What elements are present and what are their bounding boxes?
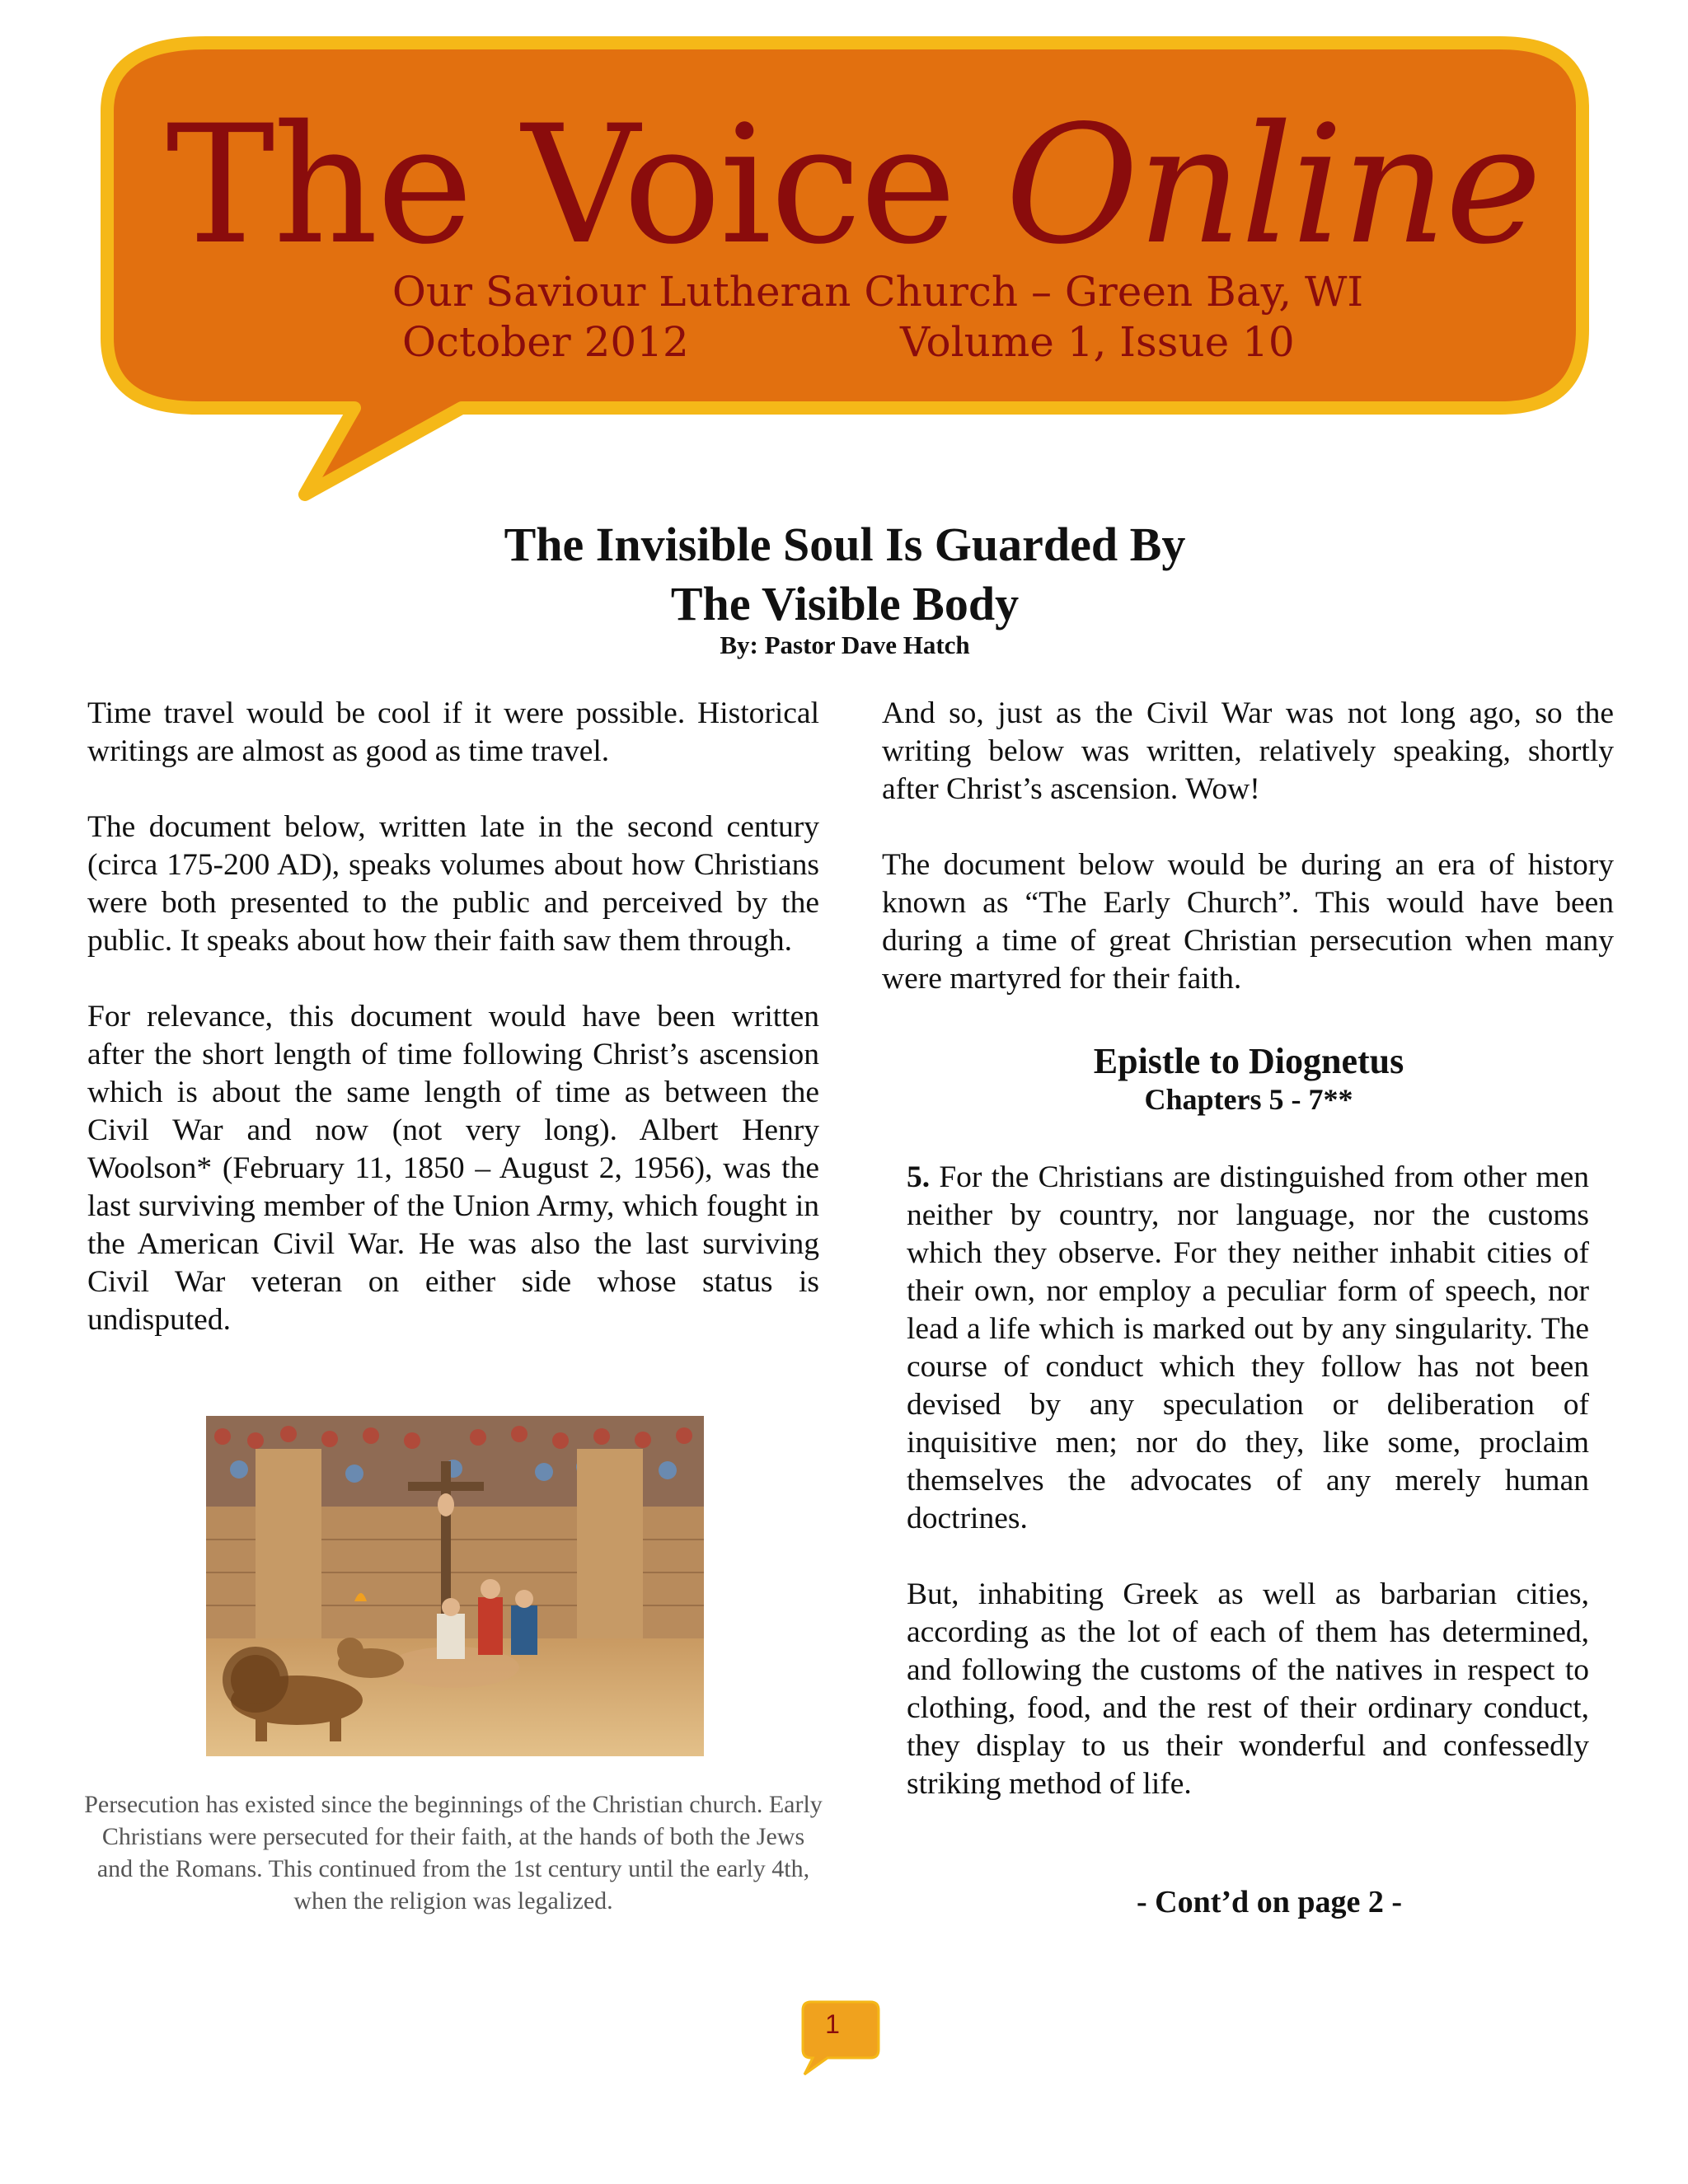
epistle-paragraph-1 <box>907 1159 1589 1538</box>
church-name: Our Saviour Lutheran Church – Green Bay, WI <box>392 268 1364 316</box>
right-paragraph-2: The document below would be during an era of history known as “The Early Church”. This would have been during a time of great Christian persecution when many were martyred for their faith. <box>882 848 1614 996</box>
epistle-subtitle: Chapters 5 - 7** <box>1144 1083 1353 1116</box>
page-number: 1 <box>825 2009 840 2039</box>
left-column <box>87 695 819 1377</box>
article-title-line-1: The Invisible Soul Is Guarded By <box>504 518 1186 571</box>
right-column <box>882 695 1614 1036</box>
left-paragraph-2: The document below, written late in the second century (circa 175-200 AD), speaks volumes about how Christians were both presented to the public and perceived by the public. It speaks about how their faith saw them through. <box>87 810 819 958</box>
article-byline: By: Pastor Dave Hatch <box>720 630 970 659</box>
article-title-line-2: The Visible Body <box>670 577 1020 630</box>
right-paragraph-1: And so, just as the Civil War was not long ago, so the writing below was written, relatively speaking, shortly after Christ’s ascension. Wow! <box>882 696 1614 806</box>
epistle-title: Epistle to Diognetus <box>1093 1041 1404 1081</box>
issue-date: October 2012 <box>402 318 689 366</box>
issue-volume: Volume 1, Issue 10 <box>900 318 1295 366</box>
epistle-paragraph-1-text: For the Christians are distinguished from other men neither by country, nor language, nor the customs which they observe. For they neither inhabit cities of their own, nor employ a peculiar form of speech, nor lead a life which is marked out by any singularity. The course of conduct which they follow has not been devised by any speculation or deliberation of inquisitive men; nor do they, like some, proclaim themselves the advocates of any merely human doctrines. <box>907 1160 1589 1535</box>
image-caption: Persecution has existed since the beginnings of the Christian church. Early Christians were persecuted for their faith, at the hands of both the Jews and the Romans. This continued from the 1st century until the early 4th, when the religion was legalized. <box>84 1791 823 1915</box>
continued-notice: - Cont’d on page 2 - <box>1137 1885 1402 1919</box>
newsletter-title: The Voice Online <box>166 90 1540 280</box>
epistle-paragraph-2: But, inhabiting Greek as well as barbarian cities, according as the lot of each of them has determined, and following the customs of the natives in respect to clothing, food, and the rest of their ordinary conduct, they display to us their wonderful and confessedly striking method of life. <box>907 1577 1589 1801</box>
article-title <box>247 515 1442 634</box>
chapter-number: 5. <box>907 1160 931 1194</box>
epistle-quote <box>907 1159 1589 1841</box>
arena-scene-image <box>206 1416 704 1756</box>
left-paragraph-1: Time travel would be cool if it were possible. Historical writings are almost as good as time travel. <box>87 696 819 768</box>
persecution-illustration <box>206 1416 704 1756</box>
newsletter-title-italic: Online <box>1005 90 1540 280</box>
left-paragraph-3: For relevance, this document would have been written after the short length of time following Christ’s ascension which is about the same length of time as between the Civil War and now (not very long). Albert Henry Woolson* (February 11, 1850 – August 2, 1956), was the last surviving member of the Union Army, which fought in the American Civil War. He was also the last surviving Civil War veteran on either side whose status is undisputed. <box>87 1000 819 1337</box>
